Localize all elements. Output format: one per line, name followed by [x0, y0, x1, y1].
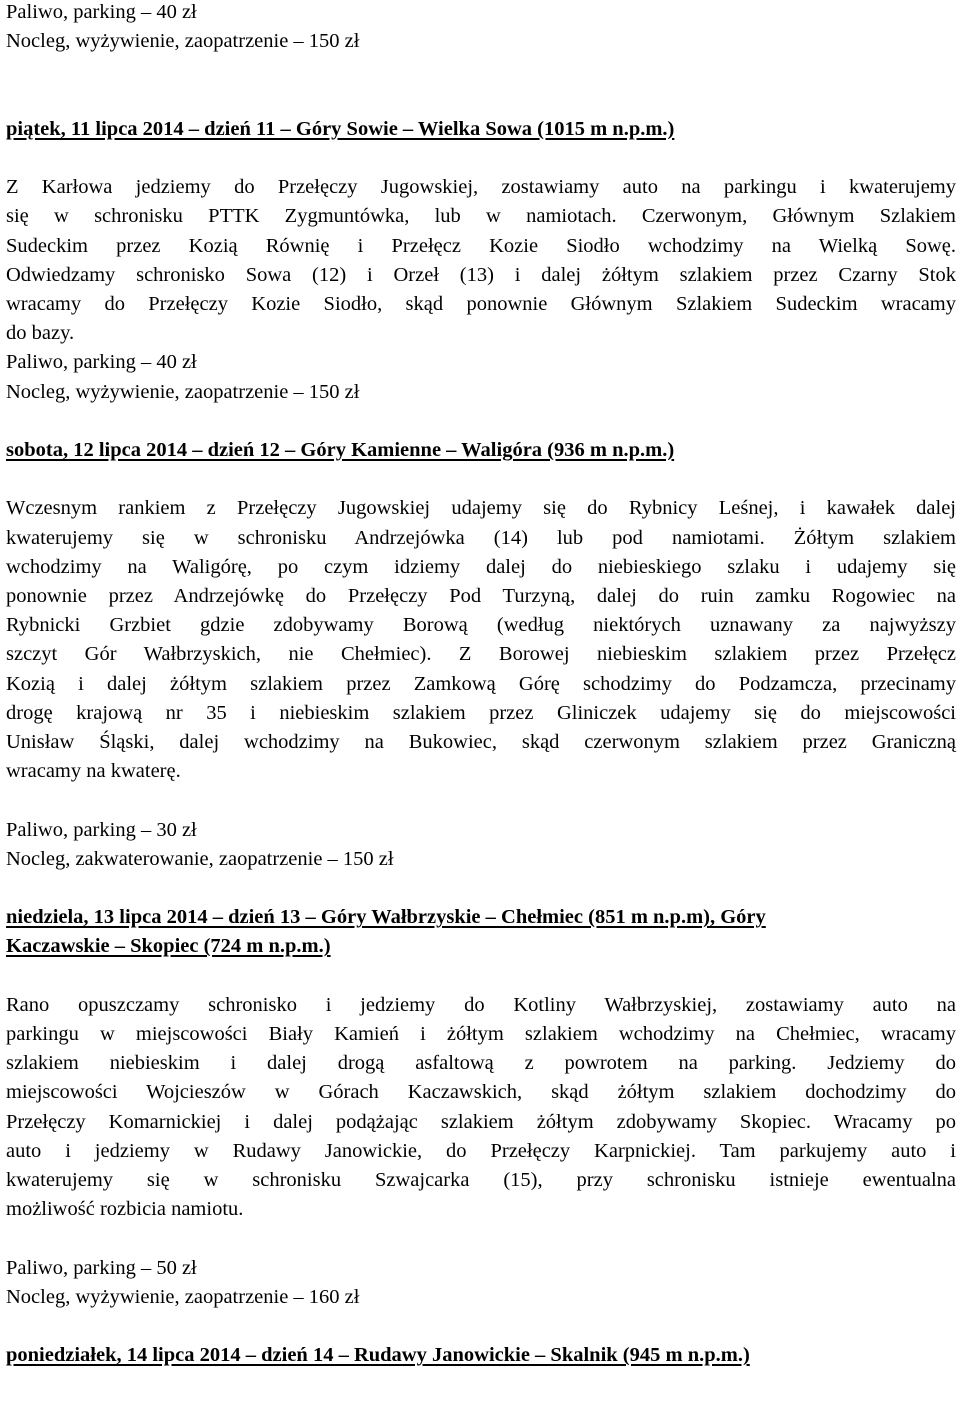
spacer [6, 56, 956, 114]
cost-accommodation: Nocleg, wyżywienie, zaopatrzenie – 150 zł [6, 30, 360, 53]
spacer [6, 465, 956, 494]
day-heading: niedziela, 13 lipca 2014 – dzień 13 – Góry Wałbrzyskie – Chełmiec (851 m n.p.m), Góry [6, 906, 766, 929]
cost-accommodation: Nocleg, zakwaterowanie, zaopatrzenie – 150 zł [6, 847, 394, 870]
paragraph-line: wracamy do Przełęczy Kozie Siodło, skąd ponownie Głównym Szlakiem Sudeckim wracamy [6, 293, 956, 315]
paragraph-line: szlakiem niebieskim i dalej drogą asfaltową z powrotem na parking. Jedziemy do [6, 1052, 956, 1075]
paragraph-line: wracamy na kwaterę. [6, 760, 181, 783]
paragraph-line: kwaterujemy się w schronisku Andrzejówka (14) lub pod namiotami. Żółtym szlakiem [6, 526, 956, 549]
day-section-14 [6, 1341, 956, 1370]
paragraph-line: się w schronisku PTTK Zygmuntówka, lub w namiotach. Czerwonym, Głównym Szlakiem [6, 205, 956, 228]
paragraph-line: możliwość rozbicia namiotu. [6, 1198, 244, 1221]
cost-fuel: Paliwo, parking – 30 zł [6, 818, 197, 841]
spacer [6, 962, 956, 991]
spacer [6, 1312, 956, 1341]
day-heading: piątek, 11 lipca 2014 – dzień 11 – Góry Sowie – Wielka Sowa (1015 m n.p.m.) [6, 117, 675, 140]
spacer [6, 407, 956, 436]
paragraph-line: Unisław Śląski, dalej wchodzimy na Bukowiec, skąd czerwonym szlakiem przez Graniczną [6, 731, 956, 754]
day-heading-continued: Kaczawskie – Skopiec (724 m n.p.m.) [6, 935, 331, 958]
paragraph-line: drogę krajową nr 35 i niebieskim szlakiem przez Gliniczek udajemy się do miejscowości [6, 701, 956, 724]
day-section-11 [6, 115, 956, 407]
paragraph-line: Sudeckim przez Kozią Równię i Przełęcz Kozie Siodło wchodzimy na Wielką Sowę. [6, 234, 956, 257]
day-heading: sobota, 12 lipca 2014 – dzień 12 – Góry Kamienne – Waligóra (936 m n.p.m.) [6, 439, 675, 461]
paragraph-line: Przełęczy Komarnickiej i dalej podążając szlakiem żółtym zdobywamy Skopiec. Wracamy po [6, 1110, 956, 1133]
cost-fuel: Paliwo, parking – 50 zł [6, 1256, 197, 1279]
paragraph-line: Odwiedzamy schronisko Sowa (12) i Orzeł (13) i dalej żółtym szlakiem przez Czarny Stok [6, 263, 956, 286]
cost-fuel: Paliwo, parking – 40 zł [6, 351, 197, 374]
day-description [6, 494, 956, 786]
cost-fuel: Paliwo, parking – 40 zł [6, 1, 197, 23]
paragraph-line: Z Karłowa jedziemy do Przełęczy Jugowskiej, zostawiamy auto na parkingu i kwaterujemy [6, 176, 956, 199]
paragraph-line: do bazy. [6, 322, 75, 345]
paragraph-line: ponownie przez Andrzejówkę do Przełęczy Pod Turzyną, dalej do ruin zamku Rogowiec na [6, 585, 956, 607]
day-section-13 [6, 903, 956, 1312]
day-section-12 [6, 436, 956, 874]
paragraph-line: Wczesnym rankiem z Przełęczy Jugowskiej udajemy się do Rybnicy Leśnej, i kawałek dalej [6, 497, 956, 520]
paragraph-line: szczyt Gór Wałbrzyskich, nie Chełmiec). Z Borowej niebieskim szlakiem przez Przełęcz [6, 643, 956, 666]
spacer [6, 786, 956, 815]
spacer [6, 874, 956, 903]
cost-accommodation: Nocleg, wyżywienie, zaopatrzenie – 150 zł [6, 380, 360, 403]
paragraph-line: Rybnicki Grzbiet gdzie zdobywamy Borową (według niektórych uznawany za najwyższy [6, 614, 956, 637]
spacer [6, 144, 956, 173]
day-heading: poniedziałek, 14 lipca 2014 – dzień 14 – Rudawy Janowickie – Skalnik (945 m n.p.m.) [6, 1344, 750, 1367]
paragraph-line: miejscowości Wojcieszów w Górach Kaczawskich, skąd żółtym szlakiem dochodzimy do [6, 1081, 956, 1104]
paragraph-line: Kozią i dalej żółtym szlakiem przez Zamkową Górę schodzimy do Podzamcza, przecinamy [6, 672, 956, 695]
document-page [6, 0, 956, 1370]
paragraph-line: auto i jedziemy w Rudawy Janowickie, do Przełęczy Karpnickiej. Tam parkujemy auto i [6, 1139, 956, 1162]
paragraph-line: wchodzimy na Waligórę, po czym idziemy dalej do niebieskiego szlaku i udajemy się [6, 555, 956, 578]
day-description [6, 991, 956, 1225]
spacer [6, 1224, 956, 1253]
paragraph-line: Rano opuszczamy schronisko i jedziemy do Kotliny Wałbrzyskiej, zostawiamy auto na [6, 993, 956, 1016]
cost-accommodation: Nocleg, wyżywienie, zaopatrzenie – 160 zł [6, 1285, 360, 1308]
day-description [6, 173, 956, 348]
paragraph-line: kwaterujemy się w schronisku Szwajcarka (15), przy schronisku istnieje ewentualna [6, 1169, 956, 1192]
paragraph-line: parkingu w miejscowości Biały Kamień i żółtym szlakiem wchodzimy na Chełmiec, wracamy [6, 1023, 956, 1045]
